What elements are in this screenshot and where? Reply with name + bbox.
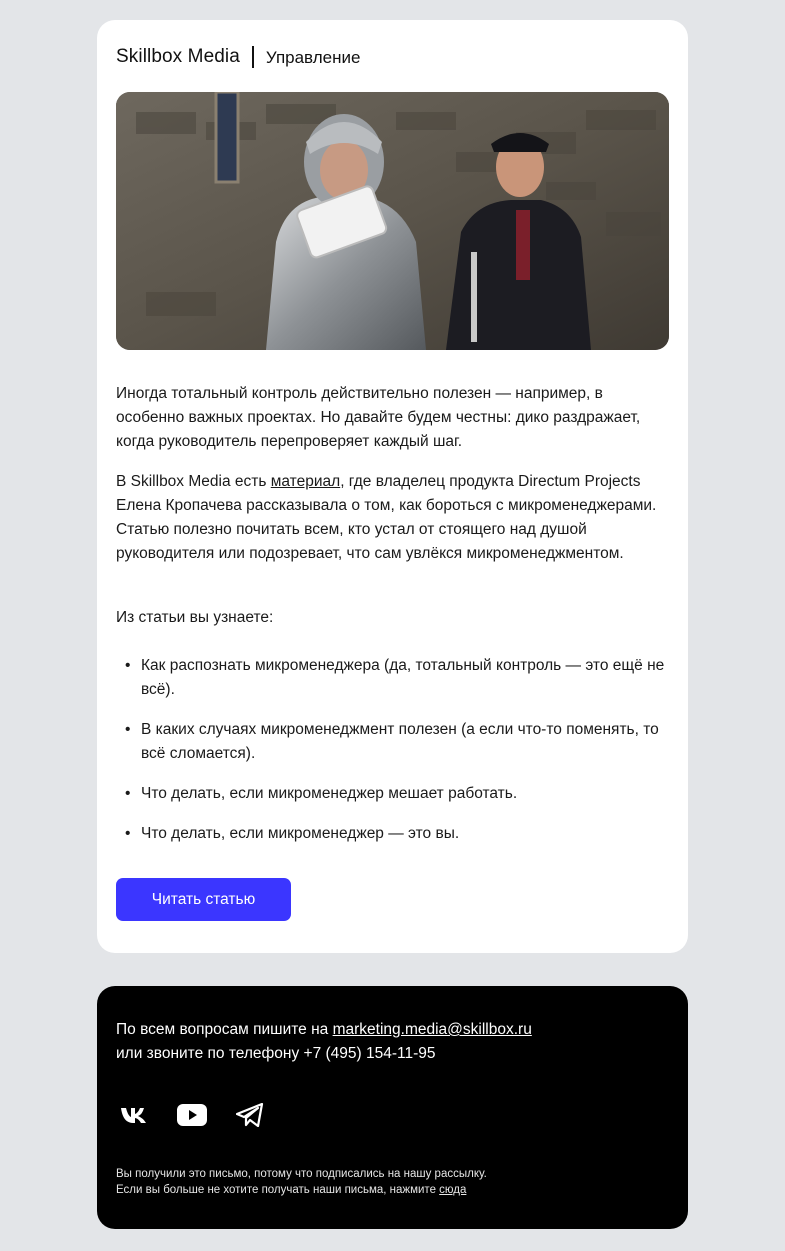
bullet: • xyxy=(125,657,131,674)
bullet: • xyxy=(125,721,131,738)
footer xyxy=(97,986,688,1229)
contact-prefix: По всем вопросам пишите на xyxy=(116,1021,333,1038)
unsubscribe-link[interactable]: сюда xyxy=(439,1184,467,1196)
list-item xyxy=(116,718,671,766)
bullet: • xyxy=(125,825,131,842)
brand-divider xyxy=(252,46,254,68)
vk-icon[interactable] xyxy=(116,1099,152,1131)
list-item xyxy=(116,782,671,806)
subscription-reason: Вы получили это письмо, потому что подписались на нашу рассылку. xyxy=(116,1168,487,1180)
article-link[interactable]: материал xyxy=(270,473,341,490)
phone-line: или звоните по телефону +7 (495) 154-11-95 xyxy=(116,1045,436,1062)
hero-illustration xyxy=(116,92,669,350)
list-item xyxy=(116,822,671,846)
list-item-text: Как распознать микроменеджера (да, тотальный контроль — это ещё не всё). xyxy=(141,657,665,698)
telegram-icon[interactable] xyxy=(232,1099,268,1131)
intro-paragraph: Иногда тотальный контроль действительно полезен — например, в особенно важных проектах. Но давайте будем честны: дико раздражает, когда руководитель перепроверяет каждый шаг. xyxy=(116,385,641,450)
email-link[interactable]: marketing.media@skillbox.ru xyxy=(332,1021,532,1038)
unsubscribe-prefix: Если вы больше не хотите получать наши письма, нажмите xyxy=(116,1184,440,1196)
social-links xyxy=(116,1099,268,1131)
takeaways-list xyxy=(116,654,671,862)
contact-info xyxy=(116,1018,676,1066)
brand-header[interactable] xyxy=(116,45,360,69)
brand-logo: Skillbox Media xyxy=(116,46,240,67)
description-text-start: В Skillbox Media есть xyxy=(116,473,271,490)
list-item xyxy=(116,654,671,702)
section-title: Управление xyxy=(265,48,361,67)
article-description xyxy=(116,470,671,566)
list-item-text: В каких случаях микроменеджмент полезен (а если что-то поменять, то всё сломается). xyxy=(141,721,659,762)
hero-image[interactable] xyxy=(116,92,669,350)
subscription-note xyxy=(116,1166,676,1198)
list-item-text: Что делать, если микроменеджер мешает работать. xyxy=(141,785,518,802)
email-card xyxy=(97,20,688,953)
bullet: • xyxy=(125,785,131,802)
youtube-icon[interactable] xyxy=(174,1099,210,1131)
list-item-text: Что делать, если микроменеджер — это вы. xyxy=(141,825,460,842)
read-article-button[interactable]: Читать статью xyxy=(116,878,291,921)
list-title: Из статьи вы узнаете: xyxy=(116,609,274,626)
description-text-end: , где владелец продукта Directum Projects Елена Кропачева рассказывала о том, как бороться с микроменеджерами. Статью полезно почитать всем, кто устал от стоящего над душой руководителя или подозревает, что сам увлёкся микроменеджментом. xyxy=(116,473,657,562)
